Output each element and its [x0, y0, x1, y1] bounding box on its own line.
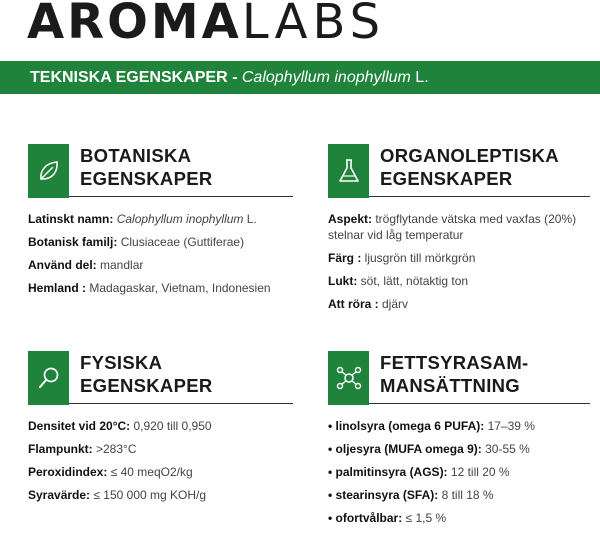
touch-key: Att röra :	[328, 297, 382, 311]
physical-header	[28, 351, 293, 404]
banner-title: TEKNISKA EGENSKAPER -	[30, 69, 242, 86]
smell-val: söt, lätt, nötaktig ton	[360, 274, 469, 288]
part-row	[28, 257, 293, 273]
smell-key: Lukt:	[328, 274, 361, 288]
list-item: • ofortvålbar: ≤ 1,5 %	[328, 511, 447, 525]
magnifier-icon	[28, 351, 69, 405]
density-val: 0,920 till 0,950	[133, 419, 212, 433]
organoleptic-title-line1: ORGANOLEPTISKA	[380, 145, 559, 166]
color-row	[328, 250, 590, 266]
aspect-key: Aspekt:	[328, 212, 376, 226]
fatty-acid-section	[328, 351, 590, 533]
color-key: Färg :	[328, 251, 365, 265]
flash-val: >283°C	[96, 442, 137, 456]
physical-title-line1: FYSISKA	[80, 352, 163, 373]
acid-val: ≤ 150 000 mg KOH/g	[93, 488, 207, 502]
brand-light: LABS	[241, 0, 386, 50]
fatty-acid-header	[328, 351, 590, 404]
leaf-icon	[28, 144, 69, 198]
perox-key: Peroxidindex:	[28, 465, 111, 479]
family-key: Botanisk familj:	[28, 235, 121, 249]
touch-val: djärv	[382, 297, 409, 311]
acid-row	[28, 487, 293, 503]
title-banner	[0, 61, 600, 94]
home-val: Madagaskar, Vietnam, Indonesien	[89, 281, 271, 295]
perox-val: ≤ 40 meqO2/kg	[110, 465, 193, 479]
smell-row	[328, 273, 590, 289]
part-val: mandlar	[100, 258, 144, 272]
brand-bold: AROMA	[27, 0, 242, 50]
organoleptic-title-line2: EGENSKAPER	[380, 168, 513, 189]
home-key: Hemland :	[28, 281, 90, 295]
physical-title-line2: EGENSKAPER	[80, 375, 213, 396]
part-key: Använd del:	[28, 258, 101, 272]
flash-row	[28, 441, 293, 457]
fatty-title-line1: FETTSYRASAM-	[380, 352, 529, 373]
botanical-title	[80, 144, 213, 190]
banner-suffix: L.	[410, 69, 429, 86]
flask-icon	[328, 144, 369, 198]
density-row	[28, 418, 293, 434]
acid-key: Syravärde:	[28, 488, 94, 502]
latin-name-row	[28, 211, 293, 227]
density-key: Densitet vid 20°C:	[28, 419, 134, 433]
peroxide-row	[28, 464, 293, 480]
family-row	[28, 234, 293, 250]
physical-section	[28, 351, 293, 510]
list-item: • linolsyra (omega 6 PUFA): 17–39 %	[328, 419, 535, 433]
aspect-row	[328, 211, 590, 243]
list-item: • stearinsyra (SFA): 8 till 18 %	[328, 488, 494, 502]
latin-suffix: L.	[243, 212, 257, 226]
brand-logo	[27, 0, 386, 50]
aspect-val: trögflytande vätska med vaxfas (20%) stelnar vid låg temperatur	[328, 212, 577, 242]
organoleptic-section	[328, 144, 590, 319]
touch-row	[328, 296, 590, 312]
botanical-section	[28, 144, 293, 303]
homeland-row	[28, 280, 293, 296]
list-item: • palmitinsyra (AGS): 12 till 20 %	[328, 465, 510, 479]
latin-key: Latinskt namn:	[28, 212, 117, 226]
botanical-title-line2: EGENSKAPER	[80, 168, 213, 189]
organoleptic-header	[328, 144, 590, 197]
fatty-title-line2: MANSÄTTNING	[380, 375, 520, 396]
botanical-header	[28, 144, 293, 197]
family-val: Clusiaceae (Guttiferae)	[120, 235, 245, 249]
list-item: • oljesyra (MUFA omega 9): 30-55 %	[328, 442, 530, 456]
banner-species: Calophyllum inophyllum	[241, 69, 411, 86]
color-val: ljusgrön till mörkgrön	[364, 251, 476, 265]
organoleptic-title	[380, 144, 559, 190]
botanical-title-line1: BOTANISKA	[80, 145, 192, 166]
molecule-icon	[328, 351, 369, 405]
latin-italic: Calophyllum inophyllum	[116, 212, 244, 226]
physical-title	[80, 351, 213, 397]
fatty-acid-title	[380, 351, 529, 397]
flash-key: Flampunkt:	[28, 442, 96, 456]
